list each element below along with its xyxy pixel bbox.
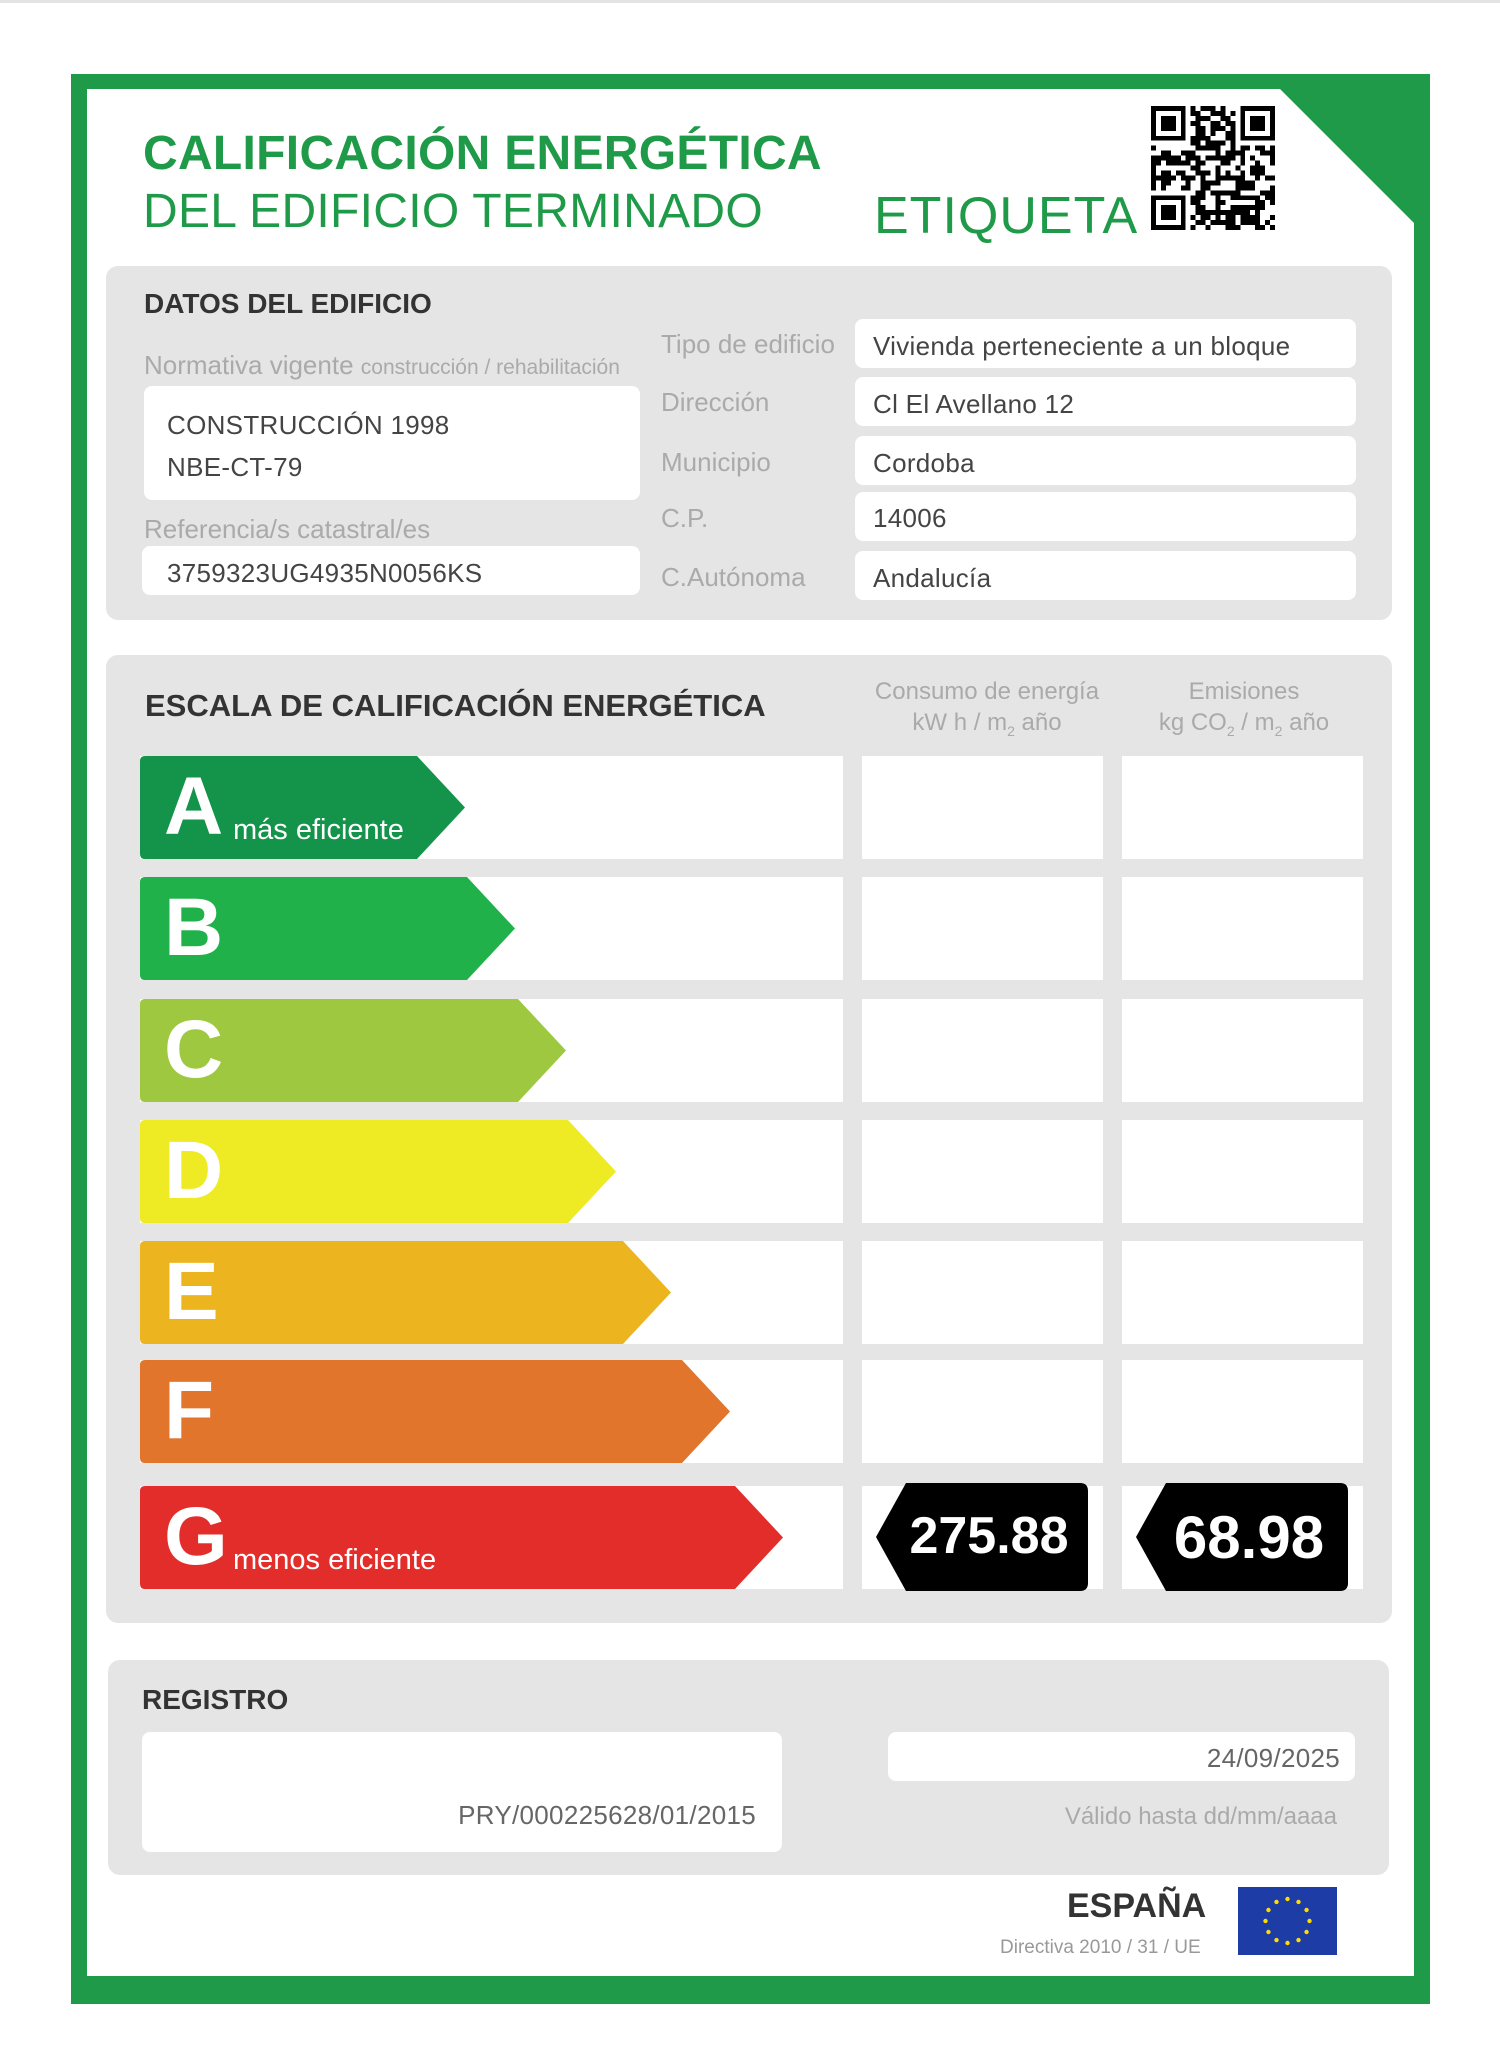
etiqueta-label: ETIQUETA (874, 187, 1139, 245)
tipo-edificio-label: Tipo de edificio (661, 329, 835, 359)
title-line-2: DEL EDIFICIO TERMINADO (143, 185, 764, 238)
class-f-arrow (140, 1360, 730, 1463)
emisiones-cell-e (1122, 1241, 1363, 1344)
tipo-edificio-value: Vivienda perteneciente a un bloque (873, 331, 1291, 361)
emisiones-cell-c (1122, 999, 1363, 1102)
cp-label: C.P. (661, 503, 709, 533)
class-a-letter: A (164, 761, 224, 852)
normativa-label-text: Normativa vigente (144, 350, 354, 380)
class-b-letter: B (164, 882, 224, 973)
qr-code-icon (1151, 106, 1275, 230)
normativa-sublabel: construcción / rehabilitación (360, 356, 620, 379)
consumo-unit-a: kW h / m (912, 709, 1008, 736)
registro-date: 24/09/2025 (1206, 1743, 1340, 1773)
emisiones-cell-f (1122, 1360, 1363, 1463)
emisiones-unit-sub-2: 2 (1274, 722, 1283, 739)
catastral-label: Referencia/s catastral/es (144, 514, 431, 544)
consumo-header-line-2 (861, 707, 1113, 747)
class-c-letter: C (164, 1004, 224, 1095)
emisiones-unit-b: / m (1234, 709, 1275, 736)
consumo-rating-badge-value: 275.88 (909, 1507, 1069, 1566)
emisiones-unit-sub-1: 2 (1226, 722, 1235, 739)
normativa-line-1: CONSTRUCCIÓN 1998 (167, 410, 450, 440)
registro-number: PRY/000225628/01/2015 (458, 1800, 756, 1830)
top-divider (0, 0, 1500, 3)
title-line-1: CALIFICACIÓN ENERGÉTICA (143, 127, 822, 180)
consumo-header-line-1: Consumo de energía (874, 678, 1100, 705)
directive-label: Directiva 2010 / 31 / UE (1000, 1937, 1201, 1958)
corner-triangle (1280, 89, 1414, 223)
emisiones-header-line-1: Emisiones (1188, 678, 1300, 705)
autonoma-label: C.Autónoma (661, 562, 806, 592)
normativa-line-2: NBE-CT-79 (167, 452, 303, 482)
consumo-cell-b (862, 877, 1103, 980)
consumo-cell-f (862, 1360, 1103, 1463)
municipio-label: Municipio (661, 447, 771, 477)
emisiones-column-header (1122, 676, 1366, 747)
cp-value: 14006 (873, 503, 947, 533)
consumo-unit-b: año (1014, 709, 1062, 736)
consumo-unit-sub: 2 (1007, 722, 1015, 739)
emisiones-cell-b (1122, 877, 1363, 980)
emisiones-unit-a: kg CO (1158, 709, 1227, 736)
consumo-column-header (861, 676, 1113, 747)
emisiones-header-line-2 (1122, 707, 1366, 747)
catastral-value: 3759323UG4935N0056KS (167, 558, 483, 588)
registro-number-box (142, 1732, 782, 1852)
consumo-cell-e (862, 1241, 1103, 1344)
eu-flag-icon (1238, 1887, 1337, 1955)
emisiones-cell-a (1122, 756, 1363, 859)
municipio-value: Cordoba (873, 448, 975, 478)
class-d-letter: D (164, 1125, 224, 1216)
country-label: ESPAÑA (1067, 1887, 1207, 1925)
registro-section-title: REGISTRO (142, 1684, 289, 1715)
consumo-cell-c (862, 999, 1103, 1102)
class-g-sublabel: menos eficiente (233, 1544, 437, 1576)
scale-section-title: ESCALA DE CALIFICACIÓN ENERGÉTICA (145, 688, 766, 723)
emisiones-rating-badge-value: 68.98 (1173, 1503, 1325, 1571)
emisiones-cell-d (1122, 1120, 1363, 1223)
registro-valid-label: Válido hasta dd/mm/aaaa (1064, 1803, 1337, 1830)
direccion-label: Dirección (661, 387, 770, 417)
class-e-letter: E (164, 1246, 219, 1337)
consumo-cell-d (862, 1120, 1103, 1223)
normativa-label (144, 350, 620, 381)
emisiones-unit-c: año (1282, 709, 1330, 736)
class-g-letter: G (164, 1491, 228, 1582)
direccion-value: Cl El Avellano 12 (873, 389, 1075, 419)
class-a-sublabel: más eficiente (233, 814, 404, 846)
autonoma-value: Andalucía (873, 563, 992, 593)
class-f-letter: F (164, 1365, 215, 1456)
class-e-arrow (140, 1241, 671, 1344)
consumo-cell-a (862, 756, 1103, 859)
building-section-title: DATOS DEL EDIFICIO (144, 288, 432, 319)
